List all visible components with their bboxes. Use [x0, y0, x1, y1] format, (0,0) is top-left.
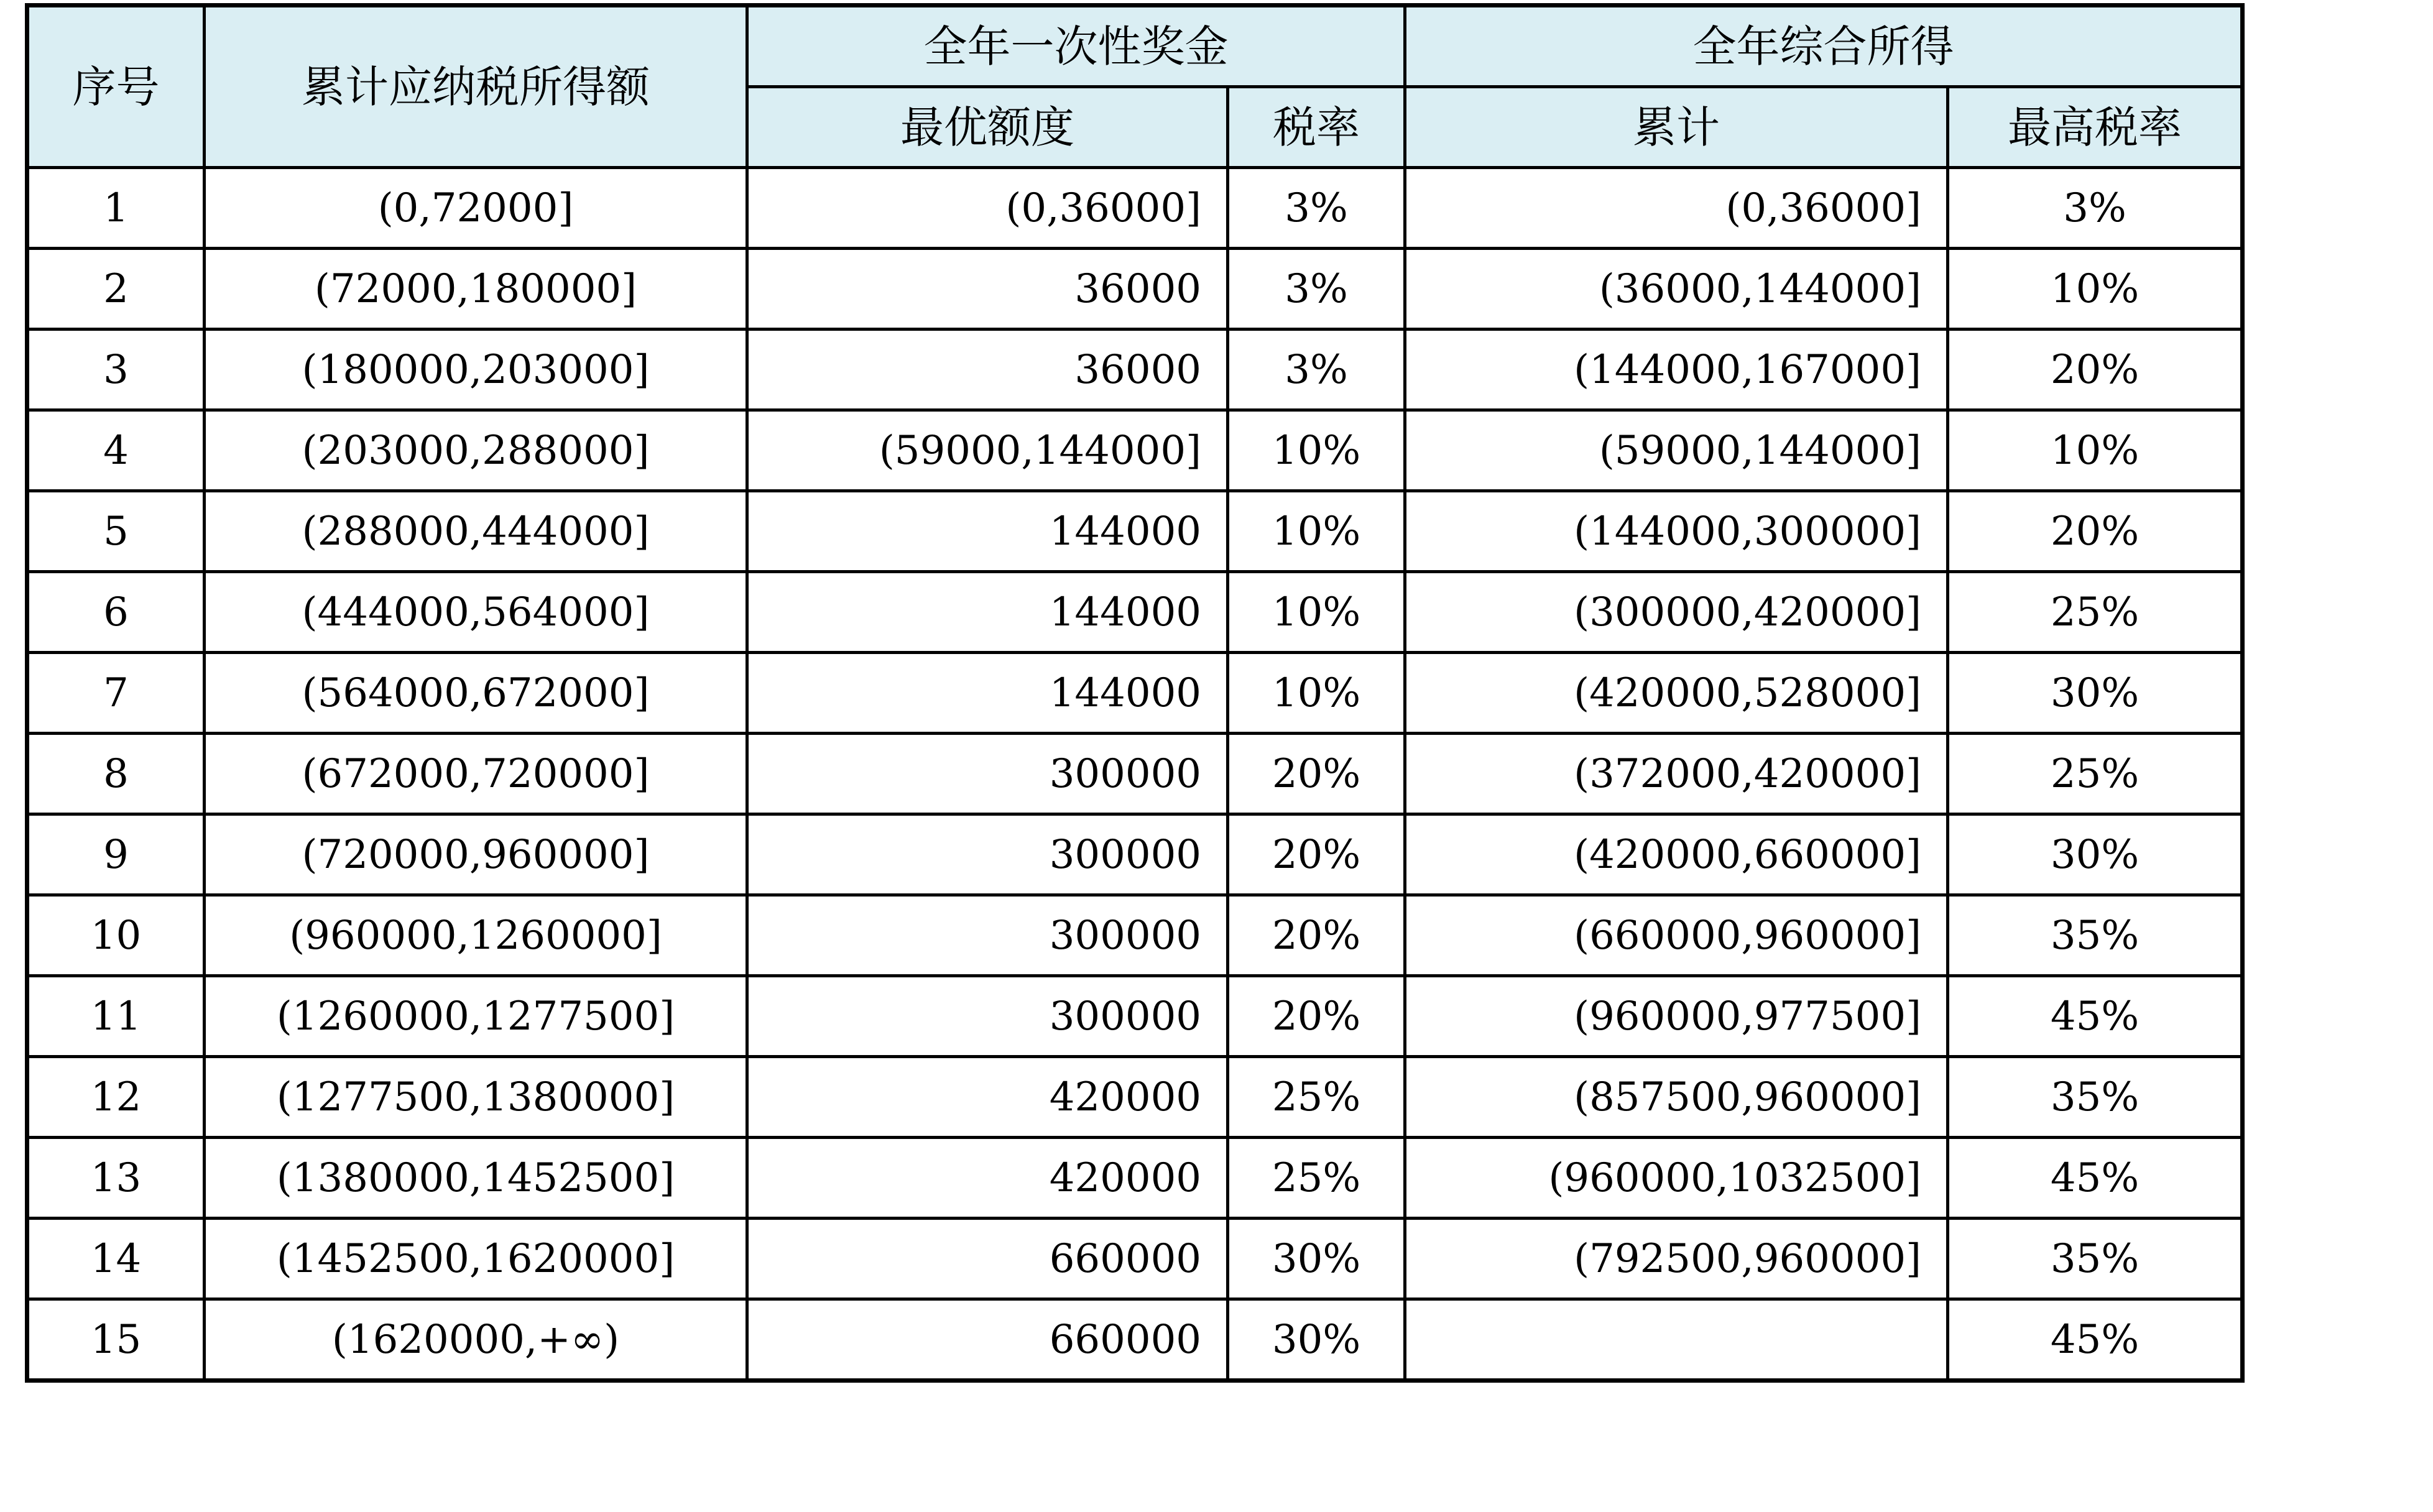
- cell-annual-cumulative: [1405, 1299, 1948, 1381]
- cell-bonus-amount: 420000: [747, 1138, 1228, 1219]
- cell-annual-cumulative: (792500,960000]: [1405, 1219, 1948, 1299]
- header-range: 累计应纳税所得额: [205, 6, 747, 168]
- cell-idx: 6: [27, 572, 205, 653]
- cell-annual-cumulative: (36000,144000]: [1405, 249, 1948, 330]
- cell-bonus-amount: 144000: [747, 572, 1228, 653]
- cell-idx: 4: [27, 410, 205, 491]
- table-row: [27, 1299, 2243, 1381]
- cell-annual-max-rate: 45%: [1948, 1138, 2243, 1219]
- cell-bonus-amount: (59000,144000]: [747, 410, 1228, 491]
- table-row: [27, 814, 2243, 895]
- cell-annual-cumulative: (59000,144000]: [1405, 410, 1948, 491]
- cell-annual-max-rate: 35%: [1948, 1219, 2243, 1299]
- table-row: [27, 1057, 2243, 1138]
- cell-annual-max-rate: 45%: [1948, 976, 2243, 1057]
- cell-bonus-rate: 25%: [1228, 1057, 1405, 1138]
- cell-range: (444000,564000]: [205, 572, 747, 653]
- cell-annual-cumulative: (960000,977500]: [1405, 976, 1948, 1057]
- cell-annual-max-rate: 30%: [1948, 814, 2243, 895]
- header-annual-max-rate: 最高税率: [1948, 87, 2243, 168]
- cell-annual-max-rate: 20%: [1948, 491, 2243, 572]
- cell-bonus-amount: 300000: [747, 814, 1228, 895]
- cell-bonus-amount: 660000: [747, 1219, 1228, 1299]
- cell-idx: 9: [27, 814, 205, 895]
- cell-bonus-amount: 300000: [747, 976, 1228, 1057]
- cell-range: (564000,672000]: [205, 653, 747, 734]
- cell-annual-cumulative: (372000,420000]: [1405, 734, 1948, 814]
- cell-bonus-amount: 420000: [747, 1057, 1228, 1138]
- cell-bonus-rate: 10%: [1228, 572, 1405, 653]
- table-row: [27, 1138, 2243, 1219]
- cell-annual-cumulative: (420000,528000]: [1405, 653, 1948, 734]
- tax-rate-table: [25, 3, 2245, 1383]
- cell-annual-cumulative: (144000,300000]: [1405, 491, 1948, 572]
- cell-range: (1277500,1380000]: [205, 1057, 747, 1138]
- cell-idx: 5: [27, 491, 205, 572]
- cell-bonus-rate: 10%: [1228, 410, 1405, 491]
- cell-annual-cumulative: (420000,660000]: [1405, 814, 1948, 895]
- cell-annual-cumulative: (857500,960000]: [1405, 1057, 1948, 1138]
- header-annual-group: 全年综合所得: [1405, 6, 2243, 87]
- tax-table-sheet: [25, 3, 2240, 1383]
- cell-annual-max-rate: 10%: [1948, 249, 2243, 330]
- cell-bonus-rate: 20%: [1228, 895, 1405, 976]
- cell-annual-max-rate: 3%: [1948, 168, 2243, 249]
- cell-annual-cumulative: (300000,420000]: [1405, 572, 1948, 653]
- cell-annual-cumulative: (144000,167000]: [1405, 330, 1948, 410]
- cell-idx: 13: [27, 1138, 205, 1219]
- cell-range: (1260000,1277500]: [205, 976, 747, 1057]
- cell-idx: 8: [27, 734, 205, 814]
- table-row: [27, 491, 2243, 572]
- cell-bonus-rate: 3%: [1228, 249, 1405, 330]
- cell-idx: 2: [27, 249, 205, 330]
- table-row: [27, 249, 2243, 330]
- cell-annual-cumulative: (0,36000]: [1405, 168, 1948, 249]
- table-row: [27, 168, 2243, 249]
- cell-bonus-amount: 300000: [747, 734, 1228, 814]
- header-row-top: [27, 6, 2243, 87]
- cell-range: (0,72000]: [205, 168, 747, 249]
- cell-bonus-rate: 10%: [1228, 491, 1405, 572]
- cell-bonus-rate: 30%: [1228, 1299, 1405, 1381]
- cell-idx: 3: [27, 330, 205, 410]
- cell-idx: 7: [27, 653, 205, 734]
- cell-annual-max-rate: 35%: [1948, 895, 2243, 976]
- cell-annual-max-rate: 25%: [1948, 734, 2243, 814]
- table-header: [27, 6, 2243, 168]
- table-body: [27, 168, 2243, 1381]
- cell-annual-max-rate: 30%: [1948, 653, 2243, 734]
- cell-range: (672000,720000]: [205, 734, 747, 814]
- cell-bonus-rate: 20%: [1228, 976, 1405, 1057]
- cell-annual-max-rate: 35%: [1948, 1057, 2243, 1138]
- header-idx: 序号: [27, 6, 205, 168]
- cell-bonus-amount: 144000: [747, 653, 1228, 734]
- cell-bonus-rate: 20%: [1228, 734, 1405, 814]
- cell-idx: 14: [27, 1219, 205, 1299]
- cell-bonus-amount: (0,36000]: [747, 168, 1228, 249]
- cell-idx: 12: [27, 1057, 205, 1138]
- cell-range: (72000,180000]: [205, 249, 747, 330]
- cell-range: (1620000,+∞): [205, 1299, 747, 1381]
- cell-bonus-amount: 660000: [747, 1299, 1228, 1381]
- cell-idx: 11: [27, 976, 205, 1057]
- table-row: [27, 976, 2243, 1057]
- cell-range: (720000,960000]: [205, 814, 747, 895]
- table-row: [27, 653, 2243, 734]
- cell-annual-max-rate: 25%: [1948, 572, 2243, 653]
- table-row: [27, 572, 2243, 653]
- table-row: [27, 410, 2243, 491]
- cell-idx: 10: [27, 895, 205, 976]
- cell-annual-max-rate: 10%: [1948, 410, 2243, 491]
- cell-idx: 1: [27, 168, 205, 249]
- cell-range: (1380000,1452500]: [205, 1138, 747, 1219]
- table-row: [27, 330, 2243, 410]
- cell-annual-max-rate: 45%: [1948, 1299, 2243, 1381]
- cell-range: (288000,444000]: [205, 491, 747, 572]
- header-annual-cumulative: 累计: [1405, 87, 1948, 168]
- cell-range: (180000,203000]: [205, 330, 747, 410]
- cell-annual-cumulative: (660000,960000]: [1405, 895, 1948, 976]
- cell-bonus-rate: 20%: [1228, 814, 1405, 895]
- cell-bonus-amount: 36000: [747, 330, 1228, 410]
- table-row: [27, 734, 2243, 814]
- cell-annual-cumulative: (960000,1032500]: [1405, 1138, 1948, 1219]
- cell-idx: 15: [27, 1299, 205, 1381]
- table-row: [27, 895, 2243, 976]
- cell-bonus-amount: 144000: [747, 491, 1228, 572]
- cell-bonus-amount: 300000: [747, 895, 1228, 976]
- cell-range: (1452500,1620000]: [205, 1219, 747, 1299]
- cell-bonus-rate: 3%: [1228, 330, 1405, 410]
- cell-bonus-rate: 10%: [1228, 653, 1405, 734]
- header-bonus-rate: 税率: [1228, 87, 1405, 168]
- cell-bonus-rate: 30%: [1228, 1219, 1405, 1299]
- cell-bonus-amount: 36000: [747, 249, 1228, 330]
- cell-range: (203000,288000]: [205, 410, 747, 491]
- cell-bonus-rate: 25%: [1228, 1138, 1405, 1219]
- header-bonus-amount: 最优额度: [747, 87, 1228, 168]
- cell-annual-max-rate: 20%: [1948, 330, 2243, 410]
- cell-range: (960000,1260000]: [205, 895, 747, 976]
- table-row: [27, 1219, 2243, 1299]
- header-bonus-group: 全年一次性奖金: [747, 6, 1405, 87]
- cell-bonus-rate: 3%: [1228, 168, 1405, 249]
